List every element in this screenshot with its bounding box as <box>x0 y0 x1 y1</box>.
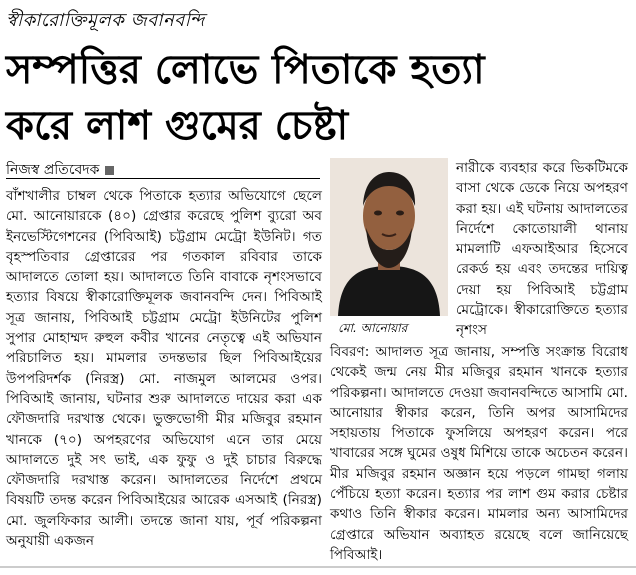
byline-text: নিজস্ব প্রতিবেদক <box>6 162 100 178</box>
byline-rule <box>6 178 320 179</box>
headline <box>6 42 626 154</box>
article-text-left: বাঁশখালীর চাম্বল থেকে পিতাকে হত্যার অভিযোগে ছেলে মো. আনোয়ারকে (৪০) গ্রেপ্তার করেছে পুলিশ ব্যুরো অব ইনভেস্টিগেশনের (পিবিআই) চট্টগ্রাম মেট্রো ইউনিট। গত বৃহস্পতিবার গ্রেপ্তারের পর গতকাল রবিবার তাকে আদালতে তোলা হয়। আদালতে তিনি বাবাকে নৃশংসভাবে হত্যার বিষয়ে স্বীকারোক্তিমূলক জবানবন্দি দেন। পিবিআই সূত্র জানায়, পিবিআই চট্টগ্রাম মেট্রো ইউনিটের পুলিশ সুপার মোহাম্মদ রুহুল কবীর খানের নেতৃত্বে এই অভিযান পরিচালিত হয়। মামলার তদন্তভার ছিল পিবিআইয়ের উপপরিদর্শক (নিরস্ত্র) মো. নাজমুল আলমের ওপর। পিবিআই জানায়, ঘটনার শুরু আদালতে দায়ের করা এক ফৌজদারি দরখাস্ত থেকে। ভুক্তভোগী মীর মজিবুর রহমান খানকে (৭০) অপহরণের অভিযোগ এনে তার মেয়ে আদালতে দুই সৎ ভাই, এক ফুফু ও দুই চাচার বিরুদ্ধে ফৌজদারি দরখাস্ত করেন। আদালতের নির্দেশে প্রথমে বিষয়টি তদন্ত করেন পিবিআইয়ের আরেক এসআই (নিরস্ত্র) মো. জুলফিকার আলী। তদন্তে জানা যায়, পূর্ব পরিকল্পনা অনুযায়ী একজন <box>6 188 322 550</box>
portrait-image <box>330 158 448 316</box>
article-text-right-wide: বিবরণ: আদালত সূত্র জানায়, সম্পত্তি সংক্রান্ত বিরোধ থেকেই জন্ম নেয় মীর মজিবুর রহমান খানকে হত্যার পরিকল্পনা। আদালতে দেওয়া জবানবন্দিতে আসামি মো. আনোয়ার স্বীকার করেন, তিনি অপর আসামিদের সহায়তায় পিতাকে ফুসলিয়ে অপহরণ করেন। পরে খাবারের সঙ্গে ঘুমের ওষুধ মিশিয়ে তাকে অচেতন করেন। মীর মজিবুর রহমান অজ্ঞান হয়ে পড়লে গামছা গলায় পেঁচিয়ে হত্যা করেন। হত্যার পর লাশ গুম করার চেষ্টার কথাও তিনি স্বীকার করেন। মামলার অন্য আসামিদের গ্রেপ্তারে অভিযান অব্যাহত রয়েছে বলে জানিয়েছে পিবিআই। <box>330 344 628 563</box>
headline-line-1: সম্পত্তির লোভে পিতাকে হত্যা <box>6 47 485 93</box>
kicker: স্বীকারোক্তিমূলক জবানবন্দি <box>6 10 205 31</box>
article-text-right-top: নারীকে ব্যবহার করে ভিকটিমকে বাসা থেকে ডেকে নিয়ে অপহরণ করা হয়। এই ঘটনায় আদালতের নির্দেশে কোতোয়ালী থানায় মামলাটি এফআইআর হিসেবে রেকর্ড হয় এবং তদন্তের দায়িত্ব দেয়া হয় পিবিআই চট্টগ্রাম মেট্রোকে। স্বীকারোক্তিতে হত্যার নৃশংস <box>456 160 628 339</box>
headline-line-2: করে লাশ গুমের চেষ্টা <box>6 103 349 149</box>
article-column-left <box>6 186 322 551</box>
square-bullet-icon <box>105 166 114 175</box>
bottom-divider <box>0 566 636 568</box>
photo-caption: মো. আনোয়ার <box>338 321 408 335</box>
article-column-right-top <box>456 158 628 341</box>
article-column-right-wide <box>330 342 628 565</box>
photo-portrait <box>330 158 448 316</box>
